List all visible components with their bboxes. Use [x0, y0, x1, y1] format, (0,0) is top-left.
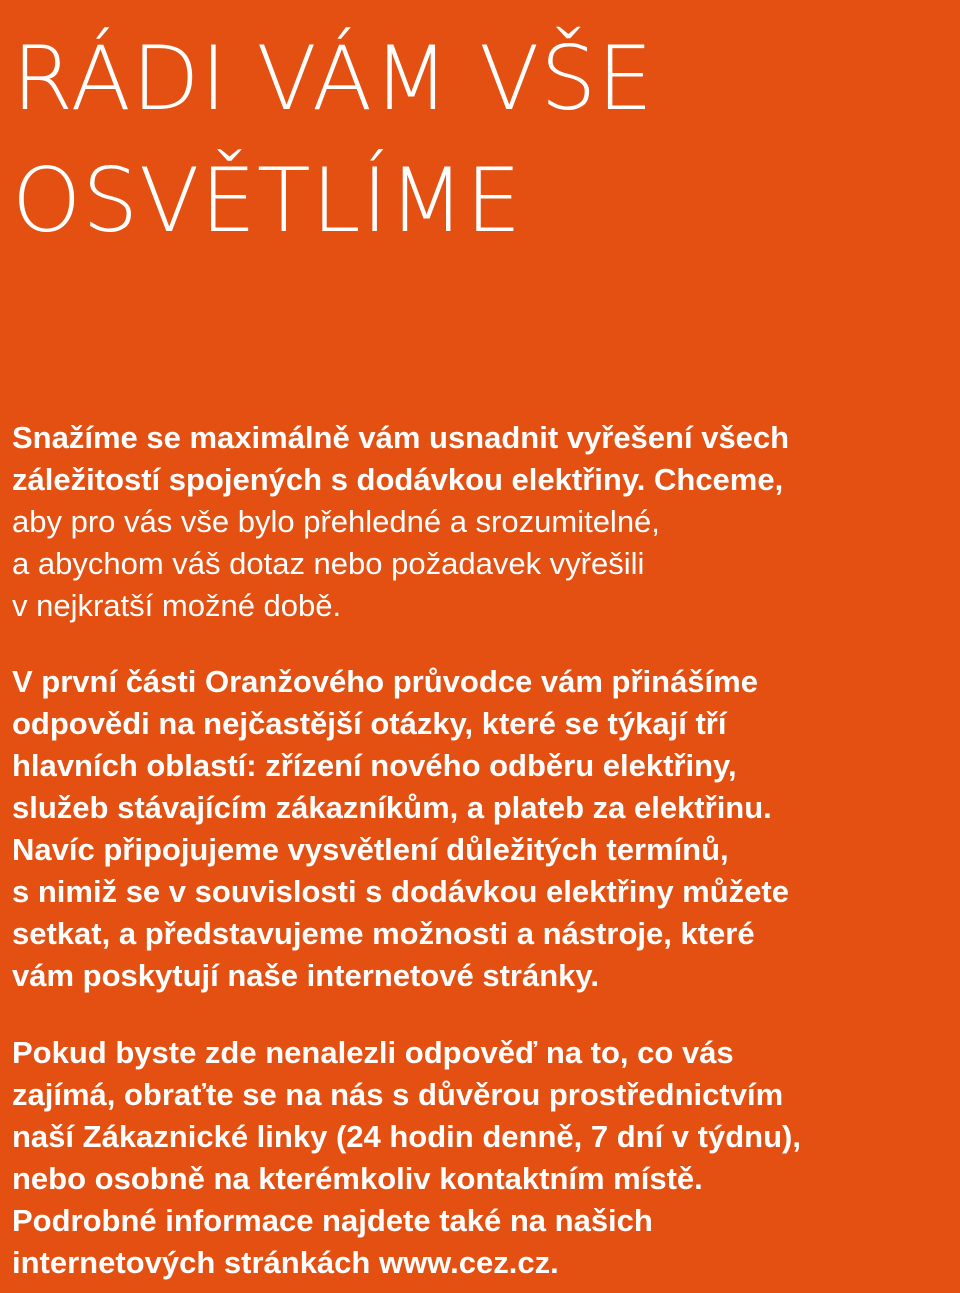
paragraph-line: zajímá, obraťte se na nás s důvěrou prostřednictvím	[12, 1077, 784, 1112]
intro-line: záležitostí spojených s dodávkou elektřiny. Chceme,	[12, 462, 784, 497]
paragraph-line: V první části Oranžového průvodce vám přinášíme	[12, 664, 758, 699]
paragraph-line: Pokud byste zde nenalezli odpověď na to, co vás	[12, 1035, 734, 1070]
headline-line-2: OSVĚTLÍME	[12, 149, 523, 252]
paragraph-line: naší Zákaznické linky (24 hodin denně, 7 dní v týdnu),	[12, 1119, 801, 1154]
paragraph-line: s nimiž se v souvislosti s dodávkou elektřiny můžete	[12, 874, 789, 909]
paragraph-line: Podrobné informace najdete také na našich	[12, 1203, 653, 1238]
paragraph-line: nebo osobně na kterémkoliv kontaktním místě.	[12, 1161, 703, 1196]
intro-line: v nejkratší možné době.	[12, 588, 342, 623]
paragraph-line: služeb stávajícím zákazníkům, a plateb za elektřinu.	[12, 790, 772, 825]
paragraph-line: setkat, a představujeme možnosti a nástroje, které	[12, 916, 755, 951]
intro-line: aby pro vás vše bylo přehledné a srozumitelné,	[12, 504, 660, 539]
paragraph-line: Navíc připojujeme vysvětlení důležitých termínů,	[12, 832, 729, 867]
page-headline	[12, 18, 654, 262]
paragraph-line: hlavních oblastí: zřízení nového odběru elektřiny,	[12, 748, 737, 783]
headline-line-1: RÁDI VÁM VŠE	[12, 27, 654, 130]
intro-line: a abychom váš dotaz nebo požadavek vyřešili	[12, 546, 645, 581]
contact-paragraph	[12, 1032, 952, 1284]
intro-paragraph	[12, 417, 952, 627]
intro-line: Snažíme se maximálně vám usnadnit vyřešení všech	[12, 420, 790, 455]
paragraph-line: vám poskytují naše internetové stránky.	[12, 958, 599, 993]
paragraph-line: odpovědi na nejčastější otázky, které se týkají tří	[12, 706, 727, 741]
guide-overview-paragraph	[12, 661, 952, 997]
paragraph-line: internetových stránkách www.cez.cz.	[12, 1245, 559, 1280]
